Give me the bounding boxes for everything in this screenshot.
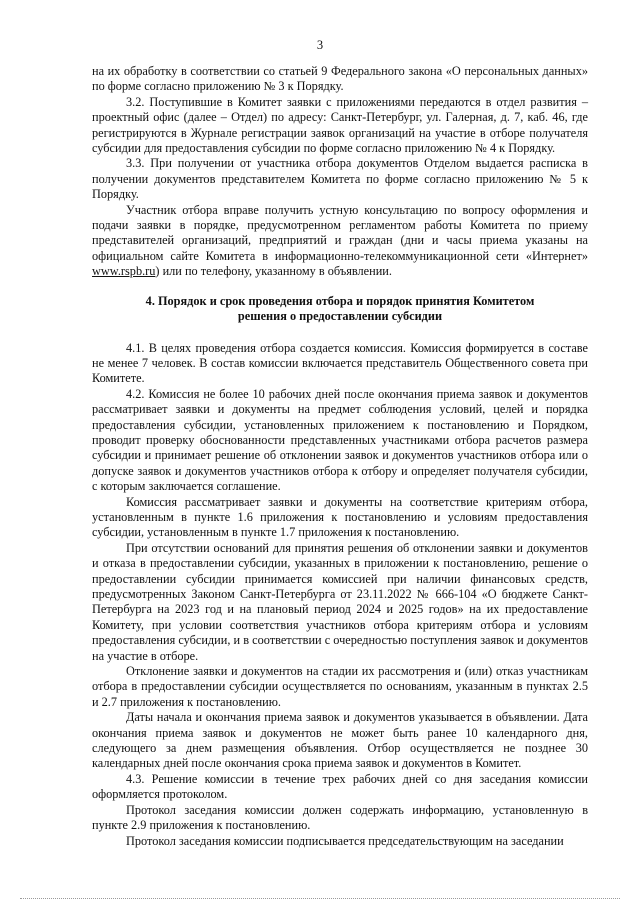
paragraph-3-3: 3.3. При получении от участника отбора документов Отделом выдается расписка в получении документов представителем Комитета по форме согласно приложению № 5 к Порядку. — [92, 156, 588, 202]
section-4-heading — [92, 294, 588, 325]
section-4-heading-line1: 4. Порядок и срок проведения отбора и порядок принятия Комитетом — [145, 293, 535, 308]
consultation-text-before: Участник отбора вправе получить устную консультацию по вопросу оформления и подачи заявки в порядке, предусмотренном регламентом работы Комитета по приему представителей организаций, предприятий и граждан (дни и часы приема указаны на официальном сайте Комитета в информационно-телекоммуникационной сети «Интернет» — [92, 202, 588, 263]
paragraph-4-3: 4.3. Решение комиссии в течение трех рабочих дней со дня заседания комиссии оформляется протоколом. — [92, 771, 588, 802]
section-4-heading-line2: решения о предоставлении субсидии — [237, 309, 443, 324]
paragraph-4-2: 4.2. Комиссия не более 10 рабочих дней после окончания приема заявок и документов рассматривает заявки и документы на предмет соблюдения условий, целей и порядка предоставления субсидии, установленных приложением к постановлению и Порядком, проводит проверку обоснованности представленных участниками отбора расчетов размера субсидии и принимает решение об отклонении заявок и документов участников отбора или о допуске заявок и документов участников отбора к отбору и определяет получателя субсидии, с которым заключается соглашение. — [92, 386, 588, 494]
paragraph-protocol-content: Протокол заседания комиссии должен содержать информацию, установленную в пункте 2.9 приложения к постановлению. — [92, 802, 588, 833]
consultation-text-after: ) или по телефону, указанному в объявлении. — [155, 264, 392, 279]
paragraph-4-1: 4.1. В целях проведения отбора создается комиссия. Комиссия формируется в составе не менее 7 человек. В состав комиссии включается представитель Общественного совета при Комитете. — [92, 340, 588, 386]
paragraph-rejection: Отклонение заявки и документов на стадии их рассмотрения и (или) отказ участникам отбора в предоставлении субсидии осуществляется по основаниям, указанным в пунктах 2.5 и 2.7 приложения к постановлению. — [92, 664, 588, 709]
page-body — [92, 64, 588, 849]
paragraph-protocol-signature: Протокол заседания комиссии подписывается председательствующим на заседании — [126, 833, 564, 848]
scan-edge-line — [20, 898, 620, 899]
paragraph-consultation — [92, 203, 588, 280]
paragraph-criteria: Комиссия рассматривает заявки и документы на соответствие критериям отбора, установленным в пункте 1.6 приложения к постановлению и условиям предоставления субсидии, установленным в пункте 1.7 приложения к постановлению. — [92, 494, 588, 540]
paragraph-decision: При отсутствии оснований для принятия решения об отклонении заявки и документов и отказа в предоставлении субсидии, указанных в приложении к постановлению, решение о предоставлении субсидии принимается комиссией при наличии финансовых средств, предусмотренных Законом Санкт-Петербурга от 23.11.2022 № 666-104 «О бюджете Санкт-Петербурга на 2023 год и на плановый период 2024 и 2025 годов» на их предоставление Комитету, при условии соответствия участников отбора критериям отбора и условиям предоставления субсидии, и в соответствии с очередностью поступления заявок и документов на участие в отборе. — [92, 540, 588, 663]
paragraph-consent-continuation: на их обработку в соответствии со статьей 9 Федерального закона «О персональных данных» по форме согласно приложению № 3 к Порядку. — [92, 64, 588, 94]
paragraph-dates: Даты начала и окончания приема заявок и документов указывается в объявлении. Дата окончания приема заявок и документов не может быть ранее 10 календарного дня, следующего за днем размещения объявления. Отбор осуществляется не позднее 30 календарных дней после окончания срока приема заявок и документов в Комитет. — [92, 710, 588, 771]
website-link[interactable]: www.rspb.ru — [92, 264, 156, 279]
page-number: 3 — [316, 38, 324, 52]
paragraph-3-2: 3.2. Поступившие в Комитет заявки с приложениями передаются в отдел развития – проектный офис (далее – Отдел) по адресу: Санкт-Петербург, ул. Галерная, д. 7, каб. 46, где регистрируются в Журнале регистрации заявок организаций на участие в отборе получателя субсидии для предоставления субсидии по форме согласно приложению № 4 к Порядку. — [92, 94, 588, 156]
